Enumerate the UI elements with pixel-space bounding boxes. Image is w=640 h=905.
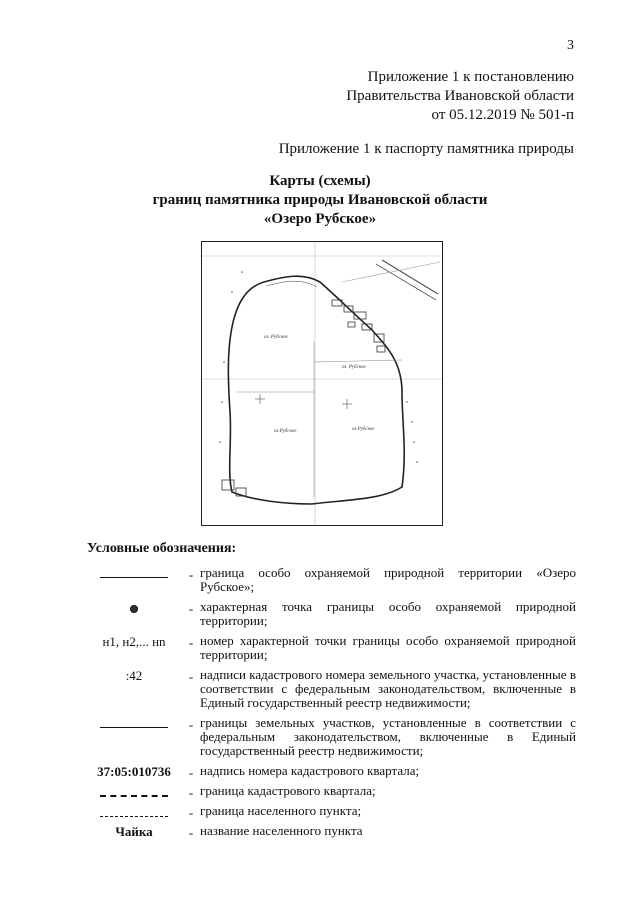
legend-text: граница кадастрового квартала;	[200, 783, 376, 798]
document-title	[0, 172, 640, 229]
legend-row	[86, 600, 576, 628]
legend-symbol	[86, 784, 182, 799]
legend-text: номер характерной точки границы особо охраняемой природной территории;	[200, 633, 576, 662]
map-label: оз. Рубское	[342, 365, 366, 370]
legend-text: границы земельных участков, установленные в соответствии с федеральным законодательством, включенные в Единый государственный реестр недвижимости;	[200, 715, 576, 758]
legend-dash: -	[188, 805, 194, 820]
legend-row	[86, 764, 576, 780]
boundary-map	[201, 241, 443, 526]
legend-dash: -	[188, 635, 194, 650]
legend-row	[86, 668, 576, 710]
legend-symbol	[86, 566, 182, 581]
boundary-point-icon	[130, 605, 138, 613]
title-line3: «Озеро Рубское»	[263, 211, 377, 227]
cadastral-quarter-dashed-line	[100, 795, 168, 797]
page-number: 3	[567, 38, 574, 53]
legend-text: надписи кадастрового номера земельного участка, установленные в соответствии с федеральным законодательством, включенные в Единый государственный реестр недвижимости;	[200, 667, 576, 710]
parcel-boundary-line	[100, 727, 168, 728]
legend-dash: -	[188, 825, 194, 840]
legend-row	[86, 634, 576, 662]
legend-row	[86, 824, 576, 840]
appendix-decree-line3: от 05.12.2019 № 501-п	[431, 107, 574, 123]
title-line2: границ памятника природы Ивановской области	[152, 192, 488, 208]
legend-symbol	[86, 804, 182, 819]
legend-title: Условные обозначения:	[87, 541, 237, 556]
settlement-dashed-line	[100, 816, 168, 817]
legend-dash: -	[188, 669, 194, 684]
appendix-decree	[346, 68, 574, 125]
legend-text: граница населенного пункта;	[200, 803, 362, 818]
legend-dash: -	[188, 601, 194, 616]
legend-row	[86, 804, 576, 820]
legend-row	[86, 566, 576, 594]
legend-text: надпись номера кадастрового квартала;	[200, 763, 420, 778]
legend-text: характерная точка границы особо охраняемой природной территории;	[200, 599, 576, 628]
boundary-solid-line	[100, 577, 168, 578]
map-label: оз. Рубское	[264, 335, 288, 340]
title-line1: Карты (схемы)	[269, 173, 371, 189]
appendix-decree-line2: Правительства Ивановской области	[346, 88, 574, 104]
legend-symbol: 37:05:010736	[97, 764, 171, 779]
legend-row	[86, 716, 576, 758]
legend-symbol	[86, 600, 182, 616]
legend-symbol	[86, 716, 182, 731]
legend-dash: -	[188, 567, 194, 582]
legend	[86, 566, 576, 840]
legend-dash: -	[188, 785, 194, 800]
legend-text: граница особо охраняемой природной территории «Озеро Рубское»;	[200, 565, 576, 594]
legend-symbol: Чайка	[115, 824, 153, 839]
legend-symbol: :42	[125, 668, 143, 683]
map-drawing	[202, 242, 442, 525]
map-label: оз.Рубское	[352, 427, 375, 432]
map-label: оз.Рубское	[274, 429, 297, 434]
legend-row	[86, 784, 576, 800]
legend-dash: -	[188, 717, 194, 732]
legend-symbol: н1, н2,... нn	[102, 634, 166, 649]
appendix-decree-line1: Приложение 1 к постановлению	[367, 69, 574, 85]
appendix-passport: Приложение 1 к паспорту памятника природы	[278, 141, 574, 157]
legend-text: название населенного пункта	[200, 823, 363, 838]
legend-dash: -	[188, 765, 194, 780]
